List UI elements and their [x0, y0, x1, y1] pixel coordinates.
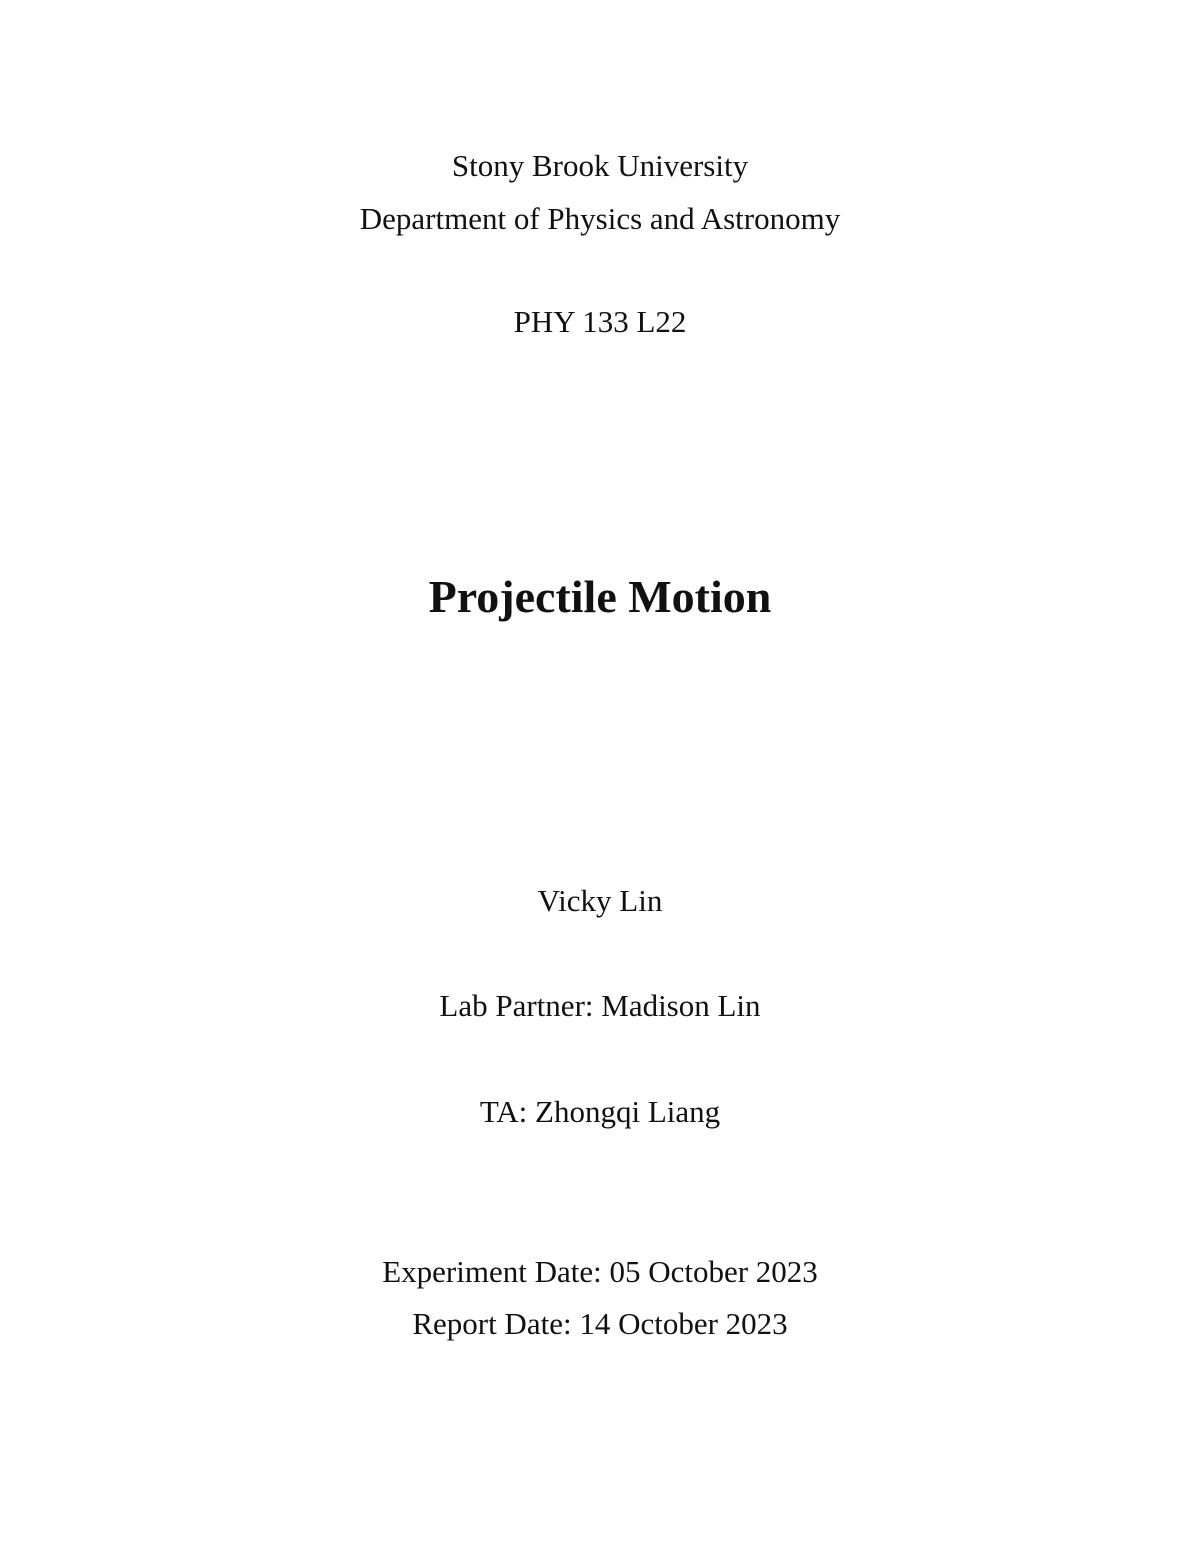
course-code: PHY 133 L22 — [513, 304, 687, 339]
teaching-assistant: TA: Zhongqi Liang — [479, 1094, 721, 1129]
department-name: Department of Physics and Astronomy — [359, 201, 841, 236]
report-date: Report Date: 14 October 2023 — [412, 1306, 788, 1341]
experiment-date: Experiment Date: 05 October 2023 — [382, 1254, 818, 1289]
lab-partner: Lab Partner: Madison Lin — [439, 988, 761, 1023]
author-name: Vicky Lin — [537, 883, 663, 918]
university-name: Stony Brook University — [451, 148, 749, 183]
report-title: Projectile Motion — [428, 571, 772, 622]
